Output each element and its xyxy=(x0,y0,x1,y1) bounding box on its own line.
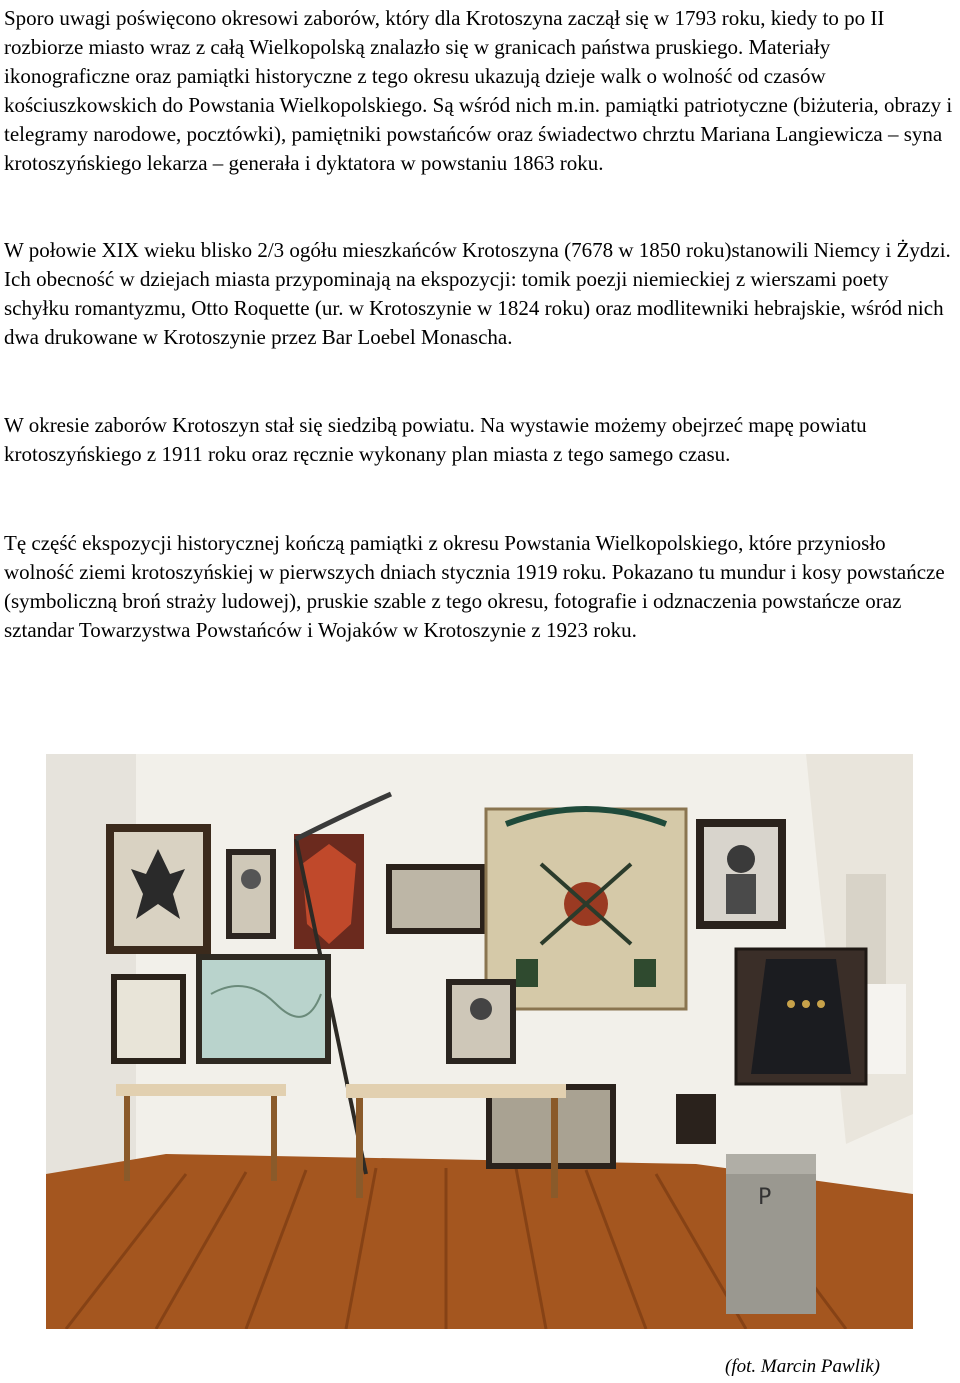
officer-head xyxy=(727,845,755,873)
boundary-stone xyxy=(726,1154,816,1314)
paragraph-uprising xyxy=(4,529,956,645)
table-right-leg-1 xyxy=(356,1098,363,1198)
medal-1 xyxy=(787,1000,795,1008)
banner-shield-left xyxy=(516,959,538,987)
table-left-leg-1 xyxy=(124,1096,130,1181)
small-photo-frame xyxy=(676,1094,716,1144)
medal-3 xyxy=(817,1000,825,1008)
paragraph-partitions xyxy=(4,4,956,178)
boundary-stone-top xyxy=(726,1154,816,1174)
paragraph-text: W okresie zaborów Krotoszyn stał się siedzibą powiatu. Na wystawie możemy obejrzeć mapę powiatu krotoszyńskiego z 1911 roku oraz ręcznie wykonany plan miasta z tego samego czasu. xyxy=(4,413,867,466)
man-portrait-head xyxy=(470,998,492,1020)
group-photo xyxy=(392,870,480,928)
paragraph-district xyxy=(4,411,956,469)
case-light xyxy=(866,984,906,1074)
portrait-head xyxy=(241,869,261,889)
table-left-leg-2 xyxy=(271,1096,277,1181)
exhibition-photo xyxy=(46,754,913,1329)
officer-body xyxy=(726,874,756,914)
paragraph-text: W połowie XIX wieku blisko 2/3 ogółu mieszkańców Krotoszyna (7678 w 1850 roku)stanowili Niemcy i Żydzi. Ich obecność w dziejach miasta przypominają na ekspozycji: tomik poezji niemieckiej z wierszami poety schyłku romantyzmu, Otto Roquette (ur. w Krotoszynie w 1824 roku) oraz modlitewniki hebrajskie, wśród nich dwa drukowane w Krotoszynie przez Bar Loebel Monascha. xyxy=(4,238,951,349)
portrait-picture xyxy=(232,855,270,933)
paragraph-population xyxy=(4,236,956,352)
table-right-leg-2 xyxy=(551,1098,558,1198)
documents-sheet xyxy=(117,980,180,1058)
table-right-top xyxy=(346,1084,566,1098)
boundary-stone-letter: P xyxy=(758,1185,772,1210)
banner-shield-right xyxy=(634,959,656,987)
paragraph-text: Sporo uwagi poświęcono okresowi zaborów, który dla Krotoszyna zaczął się w 1793 roku, kiedy to po II rozbiorze miasto wraz z całą Wielkopolską znalazło się w granicach państwa pruskiego. Materiały ikonograficzne oraz pamiątki historyczne z tego okresu ukazują dzieje walk o wolność od czasów kościuszkowskich do Powstania Wielkopolskiego. Są wśród nich m.in. pamiątki patriotyczne (biżuteria, obrazy i telegramy narodowe, pocztówki), pamiętniki powstańców oraz świadectwo chrztu Mariana Langiewicza – syna krotoszyńskiego lekarza – generała i dyktatora w powstaniu 1863 roku. xyxy=(4,6,953,175)
uniform-jacket xyxy=(751,959,851,1074)
medal-2 xyxy=(802,1000,810,1008)
photo-caption: (fot. Marcin Pawlik) xyxy=(725,1356,880,1377)
table-left-top xyxy=(116,1084,286,1096)
district-map xyxy=(202,960,325,1058)
paragraph-text: Tę część ekspozycji historycznej kończą pamiątki z okresu Powstania Wielkopolskiego, które przyniosło wolność ziemi krotoszyńskiej w pierwszych dniach stycznia 1919 roku. Pokazano tu mundur i kosy powstańcze (symboliczną broń straży ludowej), pruskie szable z tego okresu, fotografie i odznaczenia powstańcze oraz sztandar Towarzystwa Powstańców i Wojaków w Krotoszynie z 1923 roku. xyxy=(4,531,945,642)
man-portrait xyxy=(452,985,510,1058)
